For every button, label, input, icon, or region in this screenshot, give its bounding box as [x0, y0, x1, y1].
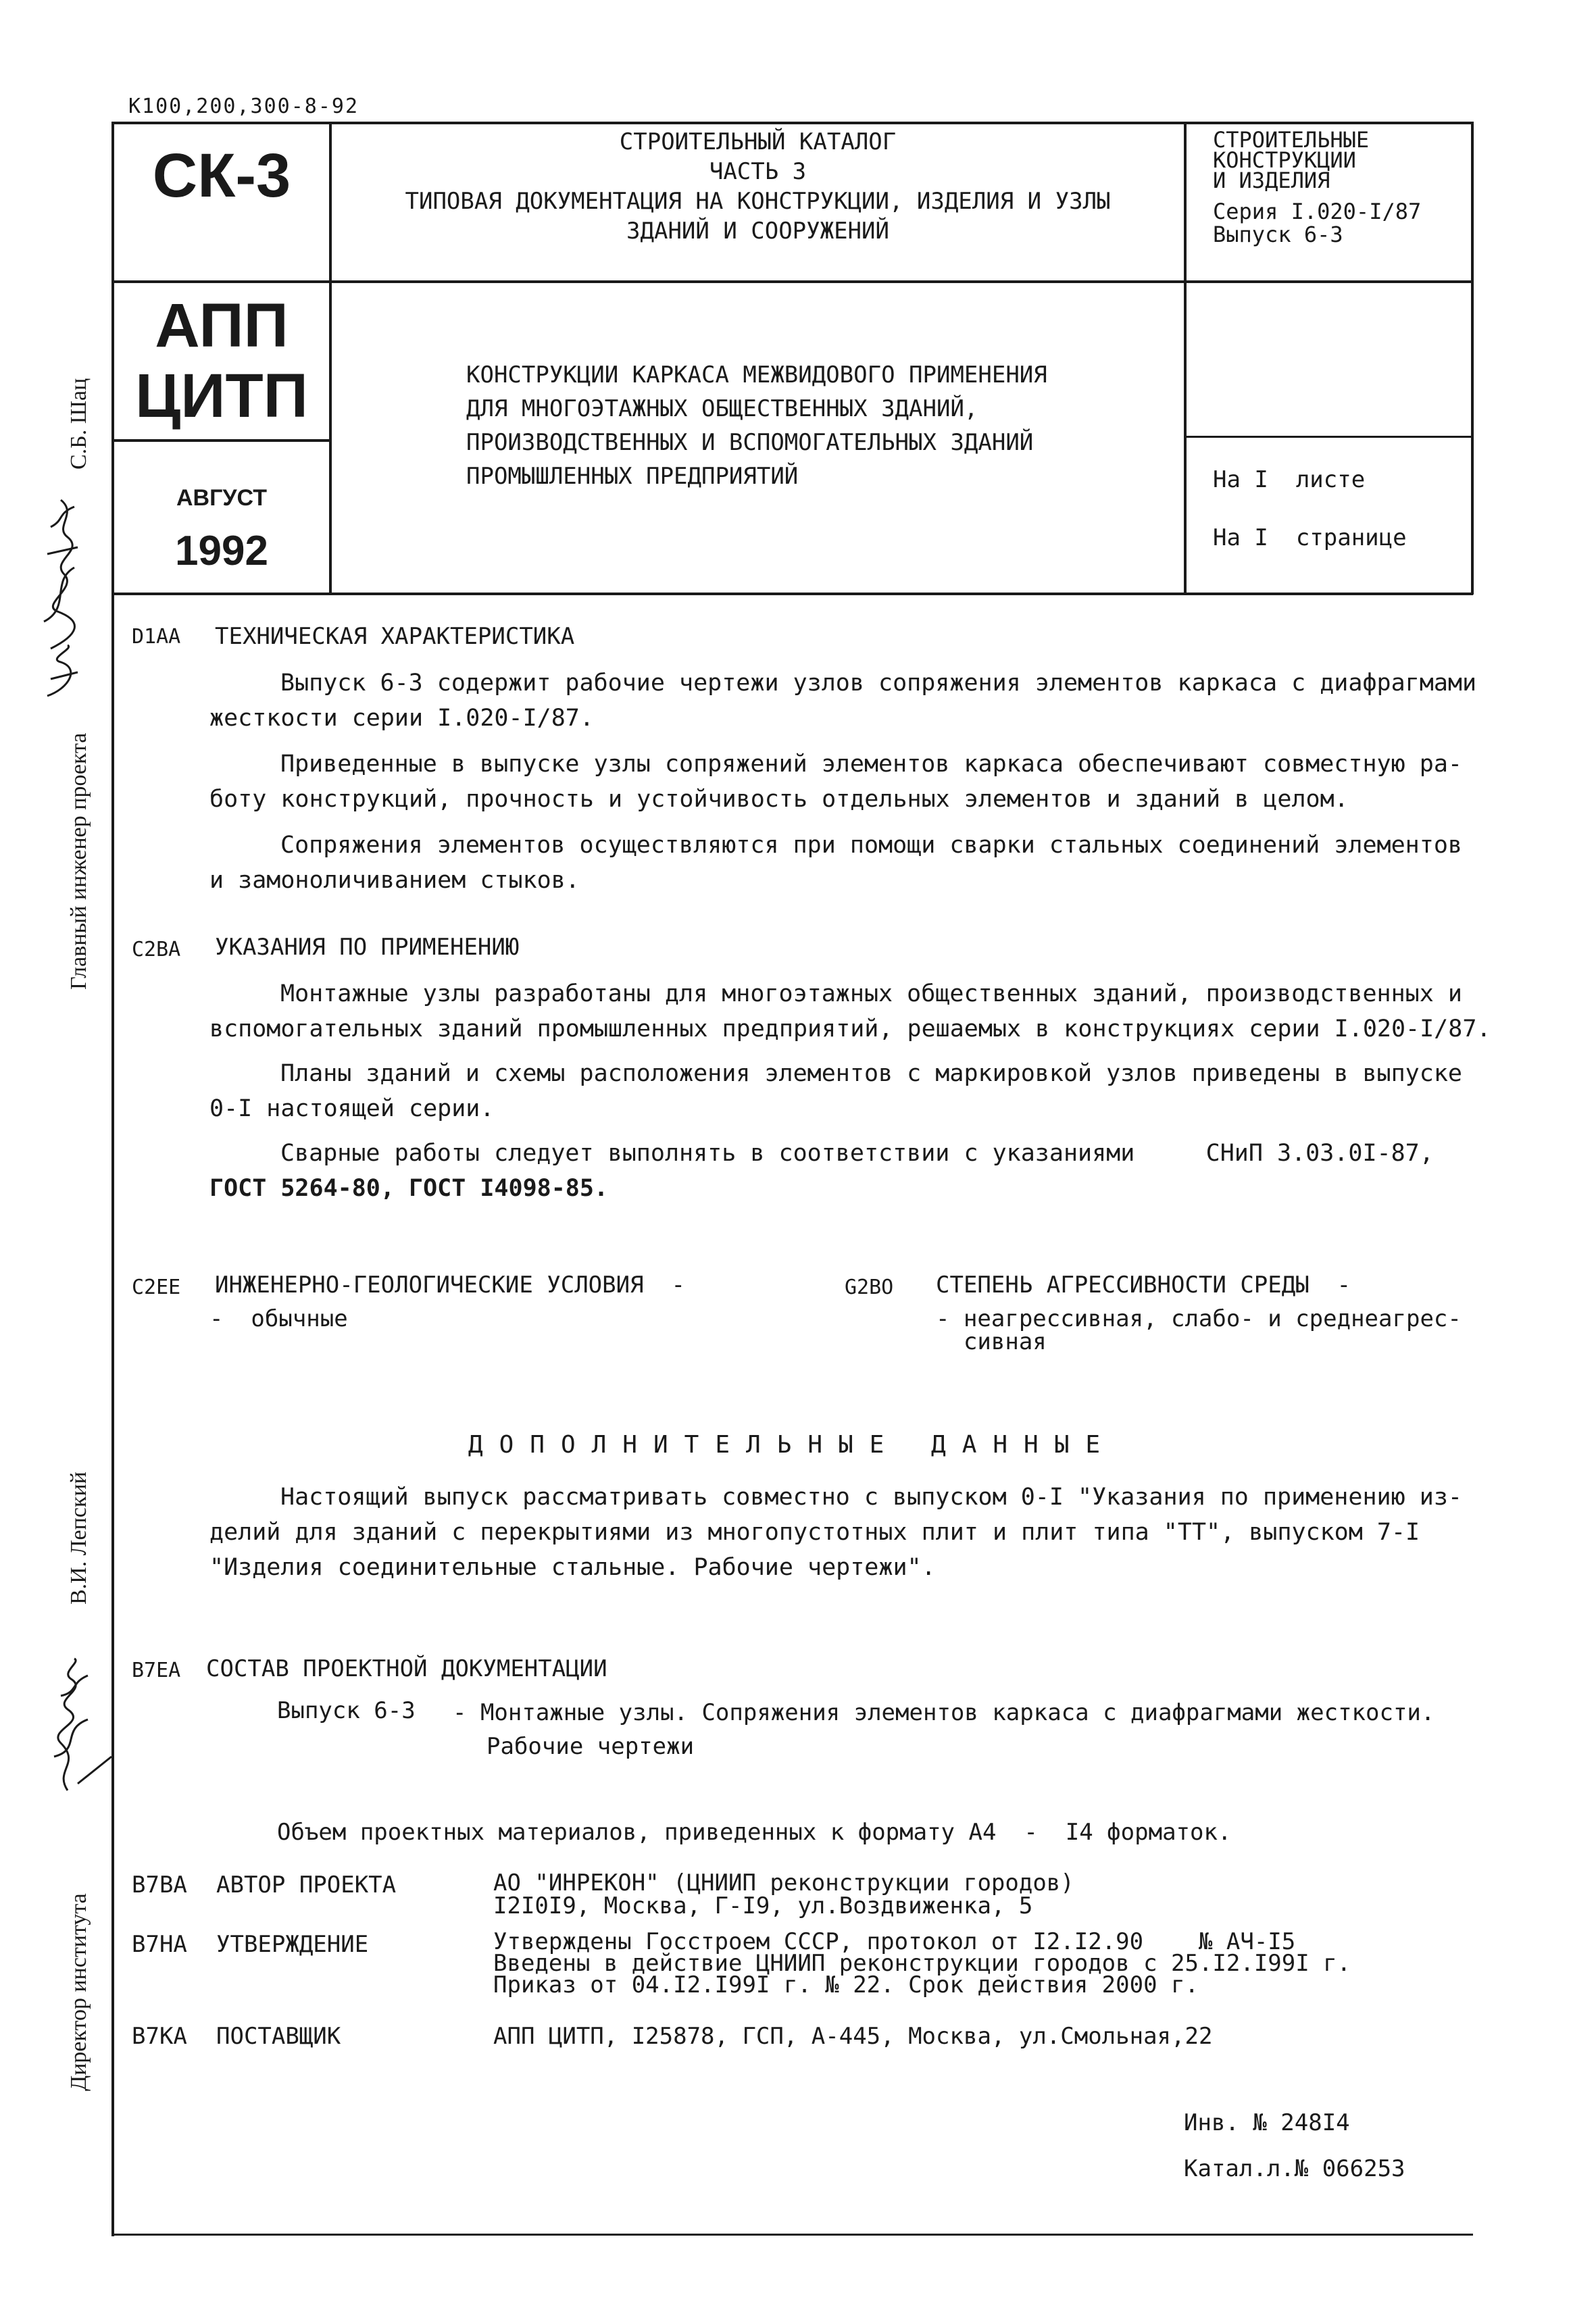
- approval-line-2: Введены в действие ЦНИИП реконструкции городов с 25.I2.I99I г.: [493, 1950, 1351, 1977]
- catalog-line-2: ЧАСТЬ 3: [709, 158, 807, 185]
- construction-box: [1213, 127, 1470, 247]
- section-title-author: АВТОР ПРОЕКТА: [216, 1871, 397, 1898]
- usage-para-2-line-1: Планы зданий и схемы расположения элементов с маркировкой узлов приведены в выпуске: [280, 1060, 1462, 1087]
- section-title-tech: ТЕХНИЧЕСКАЯ ХАРАКТЕРИСТИКА: [215, 623, 575, 650]
- inventory-number: Инв. № 248I4: [1184, 2109, 1350, 2136]
- header-col3-line: [1184, 122, 1187, 595]
- frame-right: [1471, 122, 1474, 595]
- catalog-sheet-number: Катал.л.№ 066253: [1184, 2155, 1405, 2182]
- pages-count: На I странице: [1213, 524, 1407, 551]
- chief-engineer-label: Главный инженер проекта: [66, 732, 91, 990]
- usage-para-1-line-2: вспомогательных зданий промышленных предприятий, решаемых в конструкциях серии I.020-I/87.: [209, 1015, 1491, 1042]
- catalog-line-3: ТИПОВАЯ ДОКУМЕНТАЦИЯ НА КОНСТРУКЦИИ, ИЗДЕЛИЯ И УЗЛЫ: [405, 188, 1111, 215]
- additional-line-3: "Изделия соединительные стальные. Рабочие чертежи".: [209, 1554, 936, 1581]
- deputy-name: В.И. Лепский: [66, 1472, 91, 1605]
- section-code-aggressiveness: G2BO: [845, 1276, 894, 1299]
- series-label: Серия I.020-I/87: [1213, 199, 1422, 224]
- supplier-info: АПП ЦИТП, I25878, ГСП, А-445, Москва, ул.Смольная,22: [493, 2023, 1213, 2050]
- additional-line-1: Настоящий выпуск рассматривать совместно с выпуском 0-I "Указания по применению из-: [280, 1484, 1462, 1511]
- docs-desc-line-2: Рабочие чертежи: [487, 1733, 695, 1760]
- title-line-2: ДЛЯ МНОГОЭТАЖНЫХ ОБЩЕСТВЕННЫХ ЗДАНИЙ,: [466, 395, 978, 422]
- header-bottom-line: [111, 593, 1473, 595]
- date-year: 1992: [175, 528, 268, 574]
- author-info: [493, 1871, 1074, 1917]
- approval-line-1: Утверждены Госстроем СССР, протокол от I2.I2.90 № АЧ-I5: [493, 1928, 1296, 1955]
- org-citp: ЦИТП: [135, 361, 308, 430]
- right-cell-line: [1184, 436, 1473, 438]
- frame-top: [111, 122, 1473, 124]
- usage-para-3-line-2: ГОСТ 5264-80, ГОСТ I4098-85.: [209, 1175, 609, 1202]
- usage-para-2-line-2: 0-I настоящей серии.: [209, 1095, 495, 1122]
- construction-line-1: СТРОИТЕЛЬНЫЕ: [1213, 127, 1370, 153]
- signature-chief-engineer: [37, 486, 91, 655]
- catalog-line-4: ЗДАНИЙ И СООРУЖЕНИЙ: [626, 218, 889, 245]
- aggressiveness-line-2: сивная: [936, 1328, 1047, 1355]
- author-line-2: I2I0I9, Москва, Г-I9, ул.Воздвиженка, 5: [493, 1892, 1033, 1919]
- section-code-tech: D1AA: [132, 625, 181, 649]
- section-code-docs: B7EA: [132, 1659, 181, 1682]
- catalog-line-1: СТРОИТЕЛЬНЫЙ КАТАЛОГ: [619, 128, 897, 155]
- title-line-1: КОНСТРУКЦИИ КАРКАСА МЕЖВИДОВОГО ПРИМЕНЕНИЯ: [466, 361, 1047, 388]
- tech-para-3-line-1: Сопряжения элементов осуществляются при помощи сварки стальных соединений элементов: [280, 832, 1462, 859]
- additional-data-text: [209, 1480, 1466, 1585]
- aggressiveness-value: [936, 1307, 1462, 1353]
- section-code-author: B7BA: [132, 1871, 187, 1898]
- org-cell-line: [111, 439, 331, 442]
- main-title: [466, 358, 1176, 493]
- tech-text: [209, 665, 1477, 898]
- section-title-docs: СОСТАВ ПРОЕКТНОЙ ДОКУМЕНТАЦИИ: [206, 1655, 607, 1682]
- director-label: Директор института: [66, 1893, 91, 2091]
- author-line-1: АО "ИНРЕКОН" (ЦНИИП реконструкции городов): [493, 1869, 1074, 1896]
- section-title-supplier: ПОСТАВЩИК: [216, 2023, 341, 2050]
- geo-value: - обычные: [209, 1305, 348, 1332]
- section-code-supplier: B7KA: [132, 2023, 187, 2050]
- catalog-ck: СК-3: [152, 141, 291, 210]
- docs-desc-line-1: - Монтажные узлы. Сопряжения элементов каркаса с диафрагмами жесткости.: [453, 1699, 1435, 1726]
- title-line-3: ПРОИЗВОДСТВЕННЫХ И ВСПОМОГАТЕЛЬНЫХ ЗДАНИЙ: [466, 429, 1034, 456]
- signature-mark: [41, 642, 88, 703]
- title-line-4: ПРОМЫШЛЕННЫХ ПРЕДПРИЯТИЙ: [466, 463, 799, 490]
- docs-issue: Выпуск 6-3: [277, 1697, 416, 1724]
- usage-para-3-line-1: Сварные работы следует выполнять в соответствии с указаниями СНиП 3.03.0I-87,: [280, 1140, 1434, 1167]
- section-code-approval: B7HA: [132, 1931, 187, 1958]
- chief-engineer-name: С.Б. Шац: [66, 378, 91, 470]
- approval-line-3: Приказ от 04.I2.I99I г. № 22. Срок действия 2000 г.: [493, 1971, 1199, 1998]
- construction-line-2: КОНСТРУКЦИИ: [1213, 147, 1356, 173]
- catalog-title: [332, 127, 1184, 246]
- section-code-geo: C2EE: [132, 1276, 181, 1299]
- usage-para-1-line-1: Монтажные узлы разработаны для многоэтажных общественных зданий, производственных и: [280, 980, 1462, 1007]
- tech-para-2-line-1: Приведенные в выпуске узлы сопряжений элементов каркаса обеспечивают совместную ра-: [280, 751, 1462, 778]
- frame-bottom: [111, 2234, 1473, 2236]
- section-title-aggressiveness: СТЕПЕНЬ АГРЕССИВНОСТИ СРЕДЫ -: [936, 1272, 1351, 1299]
- org-app: АПП: [155, 291, 289, 360]
- tech-para-3-line-2: и замоноличиванием стыков.: [209, 867, 580, 894]
- docs-description: [453, 1696, 1435, 1763]
- sheets-count: На I листе: [1213, 466, 1366, 493]
- signature-lepsky: [41, 1655, 115, 1797]
- construction-line-3: И ИЗДЕЛИЯ: [1213, 168, 1330, 193]
- additional-line-2: делий для зданий с перекрытиями из многопустотных плит и плит типа "ТТ", выпуском 7-I: [209, 1519, 1420, 1546]
- header-row-line: [111, 280, 1473, 283]
- tech-para-1-line-1: Выпуск 6-3 содержит рабочие чертежи узлов сопряжения элементов каркаса с диафрагмами: [280, 670, 1477, 697]
- section-title-geo: ИНЖЕНЕРНО-ГЕОЛОГИЧЕСКИЕ УСЛОВИЯ -: [215, 1272, 685, 1299]
- additional-data-title: ДОПОЛНИТЕЛЬНЫЕ ДАННЫЕ: [468, 1431, 1117, 1459]
- approval-info: [493, 1928, 1351, 1998]
- docs-volume: Объем проектных материалов, приведенных к формату А4 - I4 форматок.: [277, 1819, 1232, 1846]
- section-title-usage: УКАЗАНИЯ ПО ПРИМЕНЕНИЮ: [215, 934, 520, 961]
- date-month: АВГУСТ: [176, 485, 267, 511]
- tech-para-2-line-2: боту конструкций, прочность и устойчивость отдельных элементов и зданий в целом.: [209, 786, 1349, 813]
- aggressiveness-line-1: - неагрессивная, слабо- и среднеагрес-: [936, 1305, 1462, 1332]
- issue-label: Выпуск 6-3: [1213, 222, 1343, 247]
- tech-para-1-line-2: жесткости серии I.020-I/87.: [209, 705, 594, 732]
- document-code: К100,200,300-8-92: [128, 95, 359, 118]
- section-title-approval: УТВЕРЖДЕНИЕ: [216, 1931, 369, 1958]
- section-code-usage: C2BA: [132, 938, 181, 961]
- usage-text: [209, 976, 1491, 1206]
